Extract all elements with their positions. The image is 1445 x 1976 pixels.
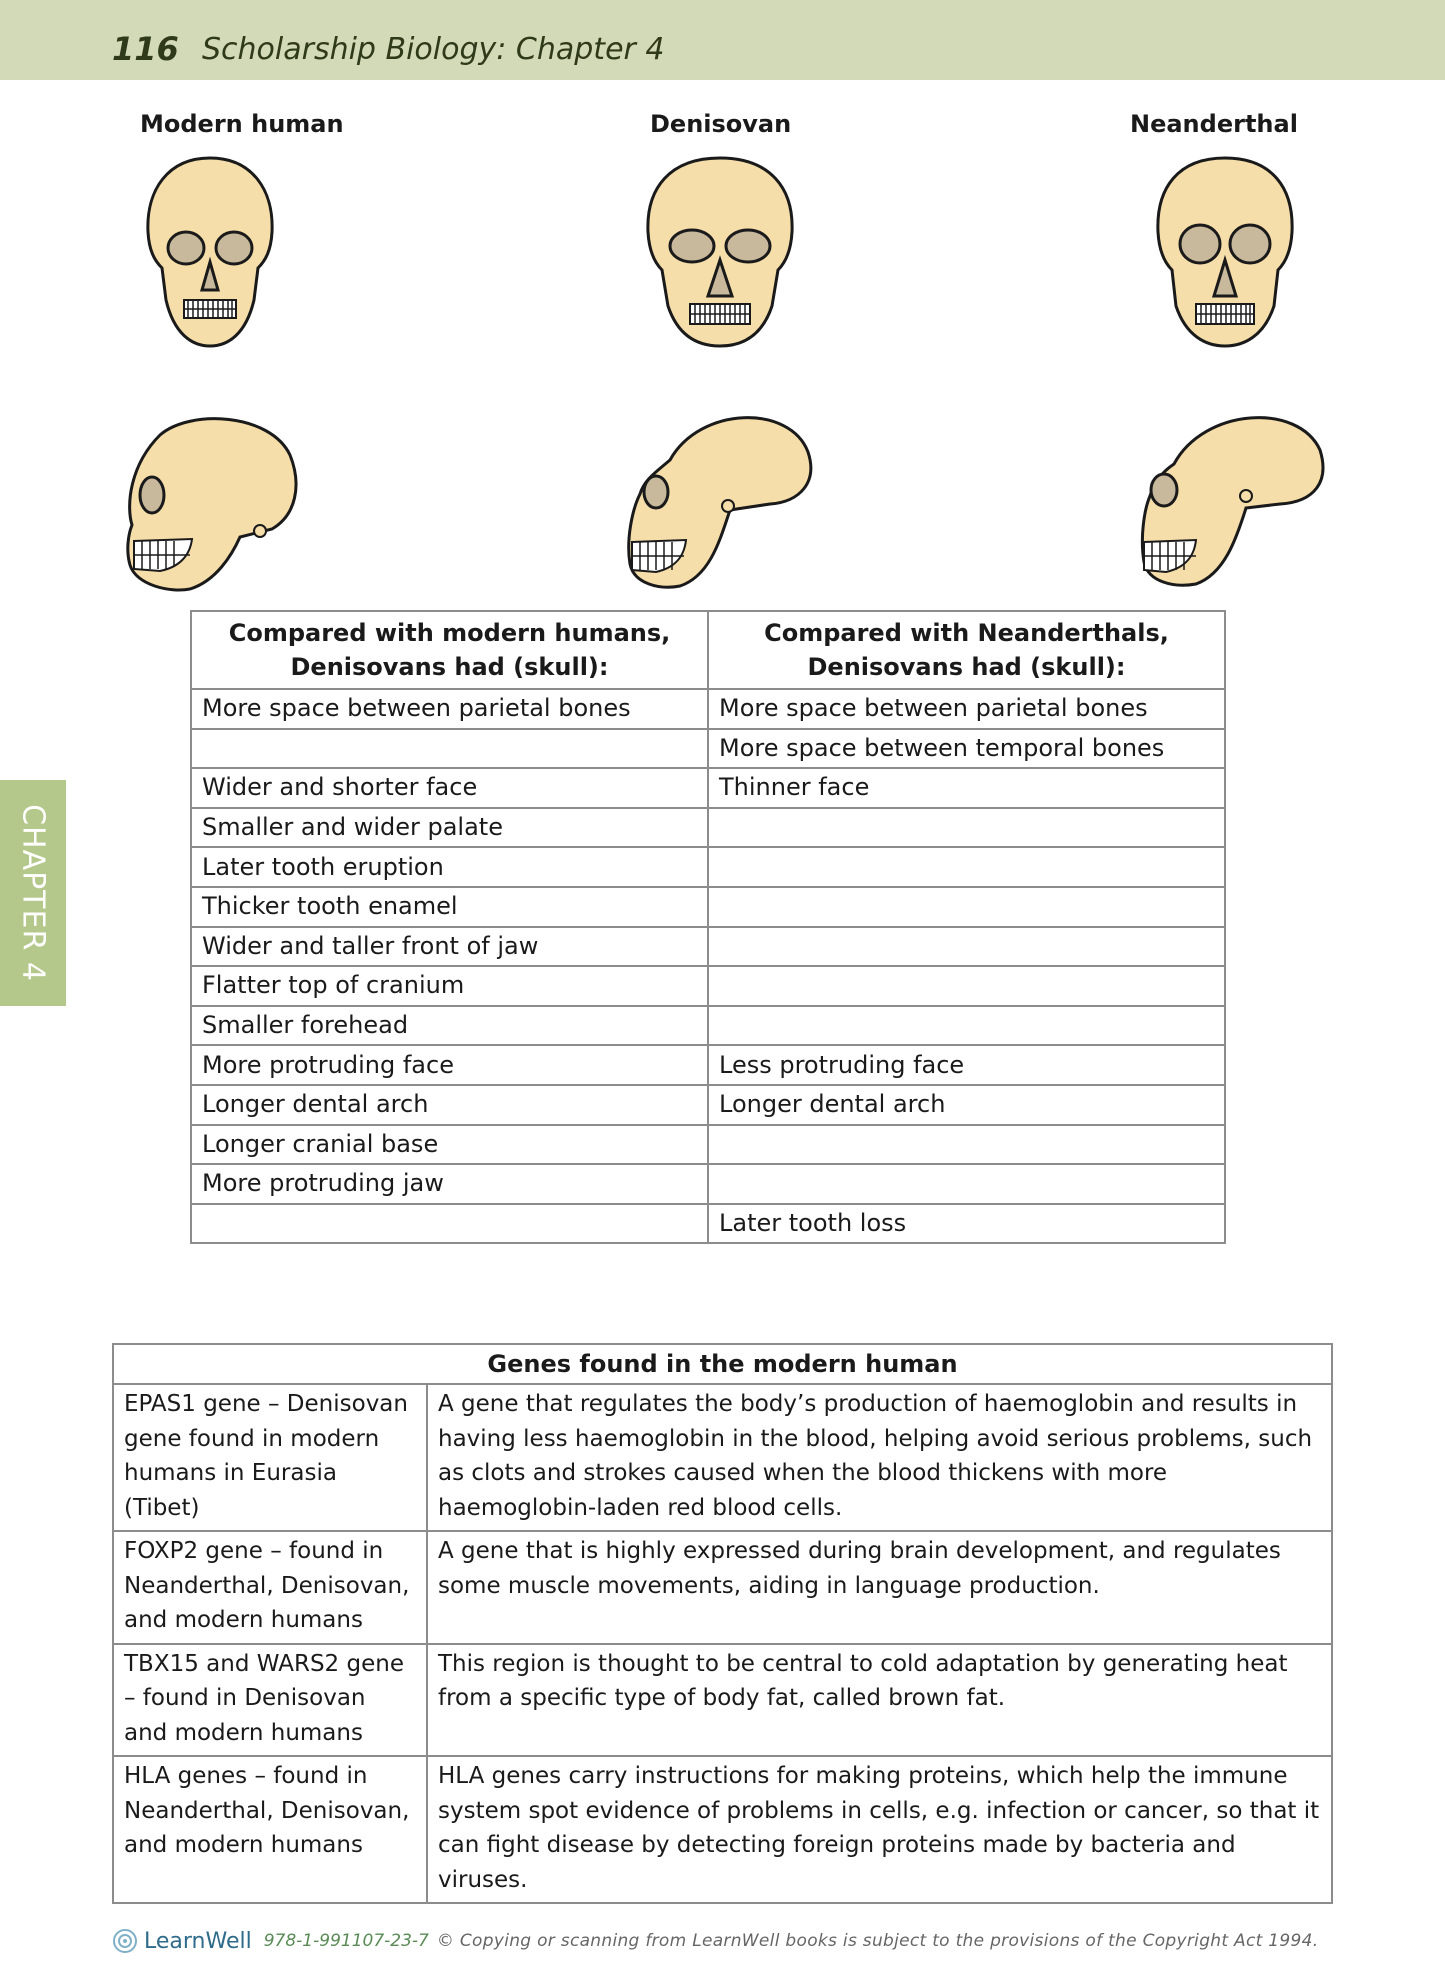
denisovan-skull-side-icon — [620, 400, 820, 595]
table-cell: Longer dental arch — [708, 1085, 1225, 1125]
table-row — [191, 966, 1225, 1006]
table-cell: Longer dental arch — [191, 1085, 708, 1125]
genes-table-title: Genes found in the modern human — [113, 1344, 1332, 1384]
page-title: Scholarship Biology: Chapter 4 — [202, 32, 665, 67]
gene-description-cell: A gene that regulates the body’s production of haemoglobin and results in having less haemoglobin in the blood, helping avoid serious problems, such as clots and strokes caused when the blood thickens with more haemoglobin-laden red blood cells. — [427, 1384, 1332, 1531]
table-cell — [191, 1204, 708, 1244]
table-cell: Less protruding face — [708, 1045, 1225, 1085]
table-cell: More space between temporal bones — [708, 729, 1225, 769]
table-cell: Thicker tooth enamel — [191, 887, 708, 927]
table-row — [191, 768, 1225, 808]
page-footer — [112, 1926, 1318, 1956]
modern-human-skull-side-icon — [120, 405, 305, 595]
table-cell: More protruding jaw — [191, 1164, 708, 1204]
table-cell: Longer cranial base — [191, 1125, 708, 1165]
footer-isbn: 978-1-991107-23-7 — [263, 1931, 429, 1951]
table-cell: Wider and taller front of jaw — [191, 927, 708, 967]
chapter-side-tab-label: CHAPTER 4 — [15, 804, 51, 982]
denisovan-skull-front-icon — [640, 150, 800, 350]
neanderthal-skull-front-icon — [1150, 150, 1300, 350]
table-row — [191, 1006, 1225, 1046]
genes-table — [112, 1343, 1333, 1904]
footer-brand: LearnWell — [144, 1928, 252, 1954]
table-cell — [708, 1006, 1225, 1046]
table-row — [191, 1204, 1225, 1244]
gene-name-cell: TBX15 and WARS2 gene – found in Denisovan and modern humans — [113, 1644, 427, 1757]
table-cell: Wider and shorter face — [191, 768, 708, 808]
table-cell: More space between parietal bones — [708, 689, 1225, 729]
modern-human-skull-front-icon — [140, 150, 280, 350]
table-row — [113, 1756, 1332, 1903]
table-cell — [708, 1125, 1225, 1165]
table-cell — [708, 887, 1225, 927]
table-cell: Smaller and wider palate — [191, 808, 708, 848]
table-cell: More space between parietal bones — [191, 689, 708, 729]
table-row — [113, 1384, 1332, 1531]
skull-comparison-table — [190, 610, 1226, 1244]
table-cell — [191, 729, 708, 769]
table-cell: Thinner face — [708, 768, 1225, 808]
page-number: 116 — [112, 30, 179, 68]
table-cell — [708, 1164, 1225, 1204]
table-row — [113, 1644, 1332, 1757]
table-cell: Flatter top of cranium — [191, 966, 708, 1006]
table-row — [191, 808, 1225, 848]
table-cell — [708, 808, 1225, 848]
gene-description-cell: A gene that is highly expressed during brain development, and regulates some muscle movements, aiding in language production. — [427, 1531, 1332, 1644]
table-cell: Later tooth loss — [708, 1204, 1225, 1244]
table-cell: Later tooth eruption — [191, 847, 708, 887]
table-cell: Smaller forehead — [191, 1006, 708, 1046]
footer-copyright: © Copying or scanning from LearnWell books is subject to the provisions of the Copyright Act 1994. — [436, 1931, 1319, 1951]
table-cell — [708, 966, 1225, 1006]
gene-name-cell: EPAS1 gene – Denisovan gene found in modern humans in Eurasia (Tibet) — [113, 1384, 427, 1531]
gene-name-cell: HLA genes – found in Neanderthal, Denisovan, and modern humans — [113, 1756, 427, 1903]
table-row — [113, 1531, 1332, 1644]
table-cell — [708, 927, 1225, 967]
table-cell — [708, 847, 1225, 887]
table-row — [191, 1045, 1225, 1085]
table-row — [191, 927, 1225, 967]
table-row — [191, 729, 1225, 769]
table-cell: More protruding face — [191, 1045, 708, 1085]
gene-name-cell: FOXP2 gene – found in Neanderthal, Denisovan, and modern humans — [113, 1531, 427, 1644]
neanderthal-skull-side-icon — [1130, 398, 1330, 593]
gene-description-cell: This region is thought to be central to cold adaptation by generating heat from a specific type of body fat, called brown fat. — [427, 1644, 1332, 1757]
column-header-vs-modern-humans: Compared with modern humans, Denisovans had (skull): — [191, 611, 708, 689]
table-row — [191, 689, 1225, 729]
skull-label-neanderthal: Neanderthal — [1130, 110, 1298, 138]
table-row — [191, 847, 1225, 887]
table-header-row — [191, 611, 1225, 689]
skull-label-modern-human: Modern human — [140, 110, 344, 138]
chapter-side-tab — [0, 780, 66, 1006]
gene-description-cell: HLA genes carry instructions for making proteins, which help the immune system spot evidence of problems in cells, e.g. infection or cancer, so that it can fight disease by detecting foreign proteins made by bacteria and viruses. — [427, 1756, 1332, 1903]
skull-label-denisovan: Denisovan — [650, 110, 792, 138]
table-row — [191, 1085, 1225, 1125]
page-header — [0, 0, 1445, 80]
table-row — [191, 887, 1225, 927]
table-header-row — [113, 1344, 1332, 1384]
table-row — [191, 1164, 1225, 1204]
learnwell-logo-icon — [112, 1928, 138, 1954]
table-row — [191, 1125, 1225, 1165]
column-header-vs-neanderthals: Compared with Neanderthals, Denisovans had (skull): — [708, 611, 1225, 689]
